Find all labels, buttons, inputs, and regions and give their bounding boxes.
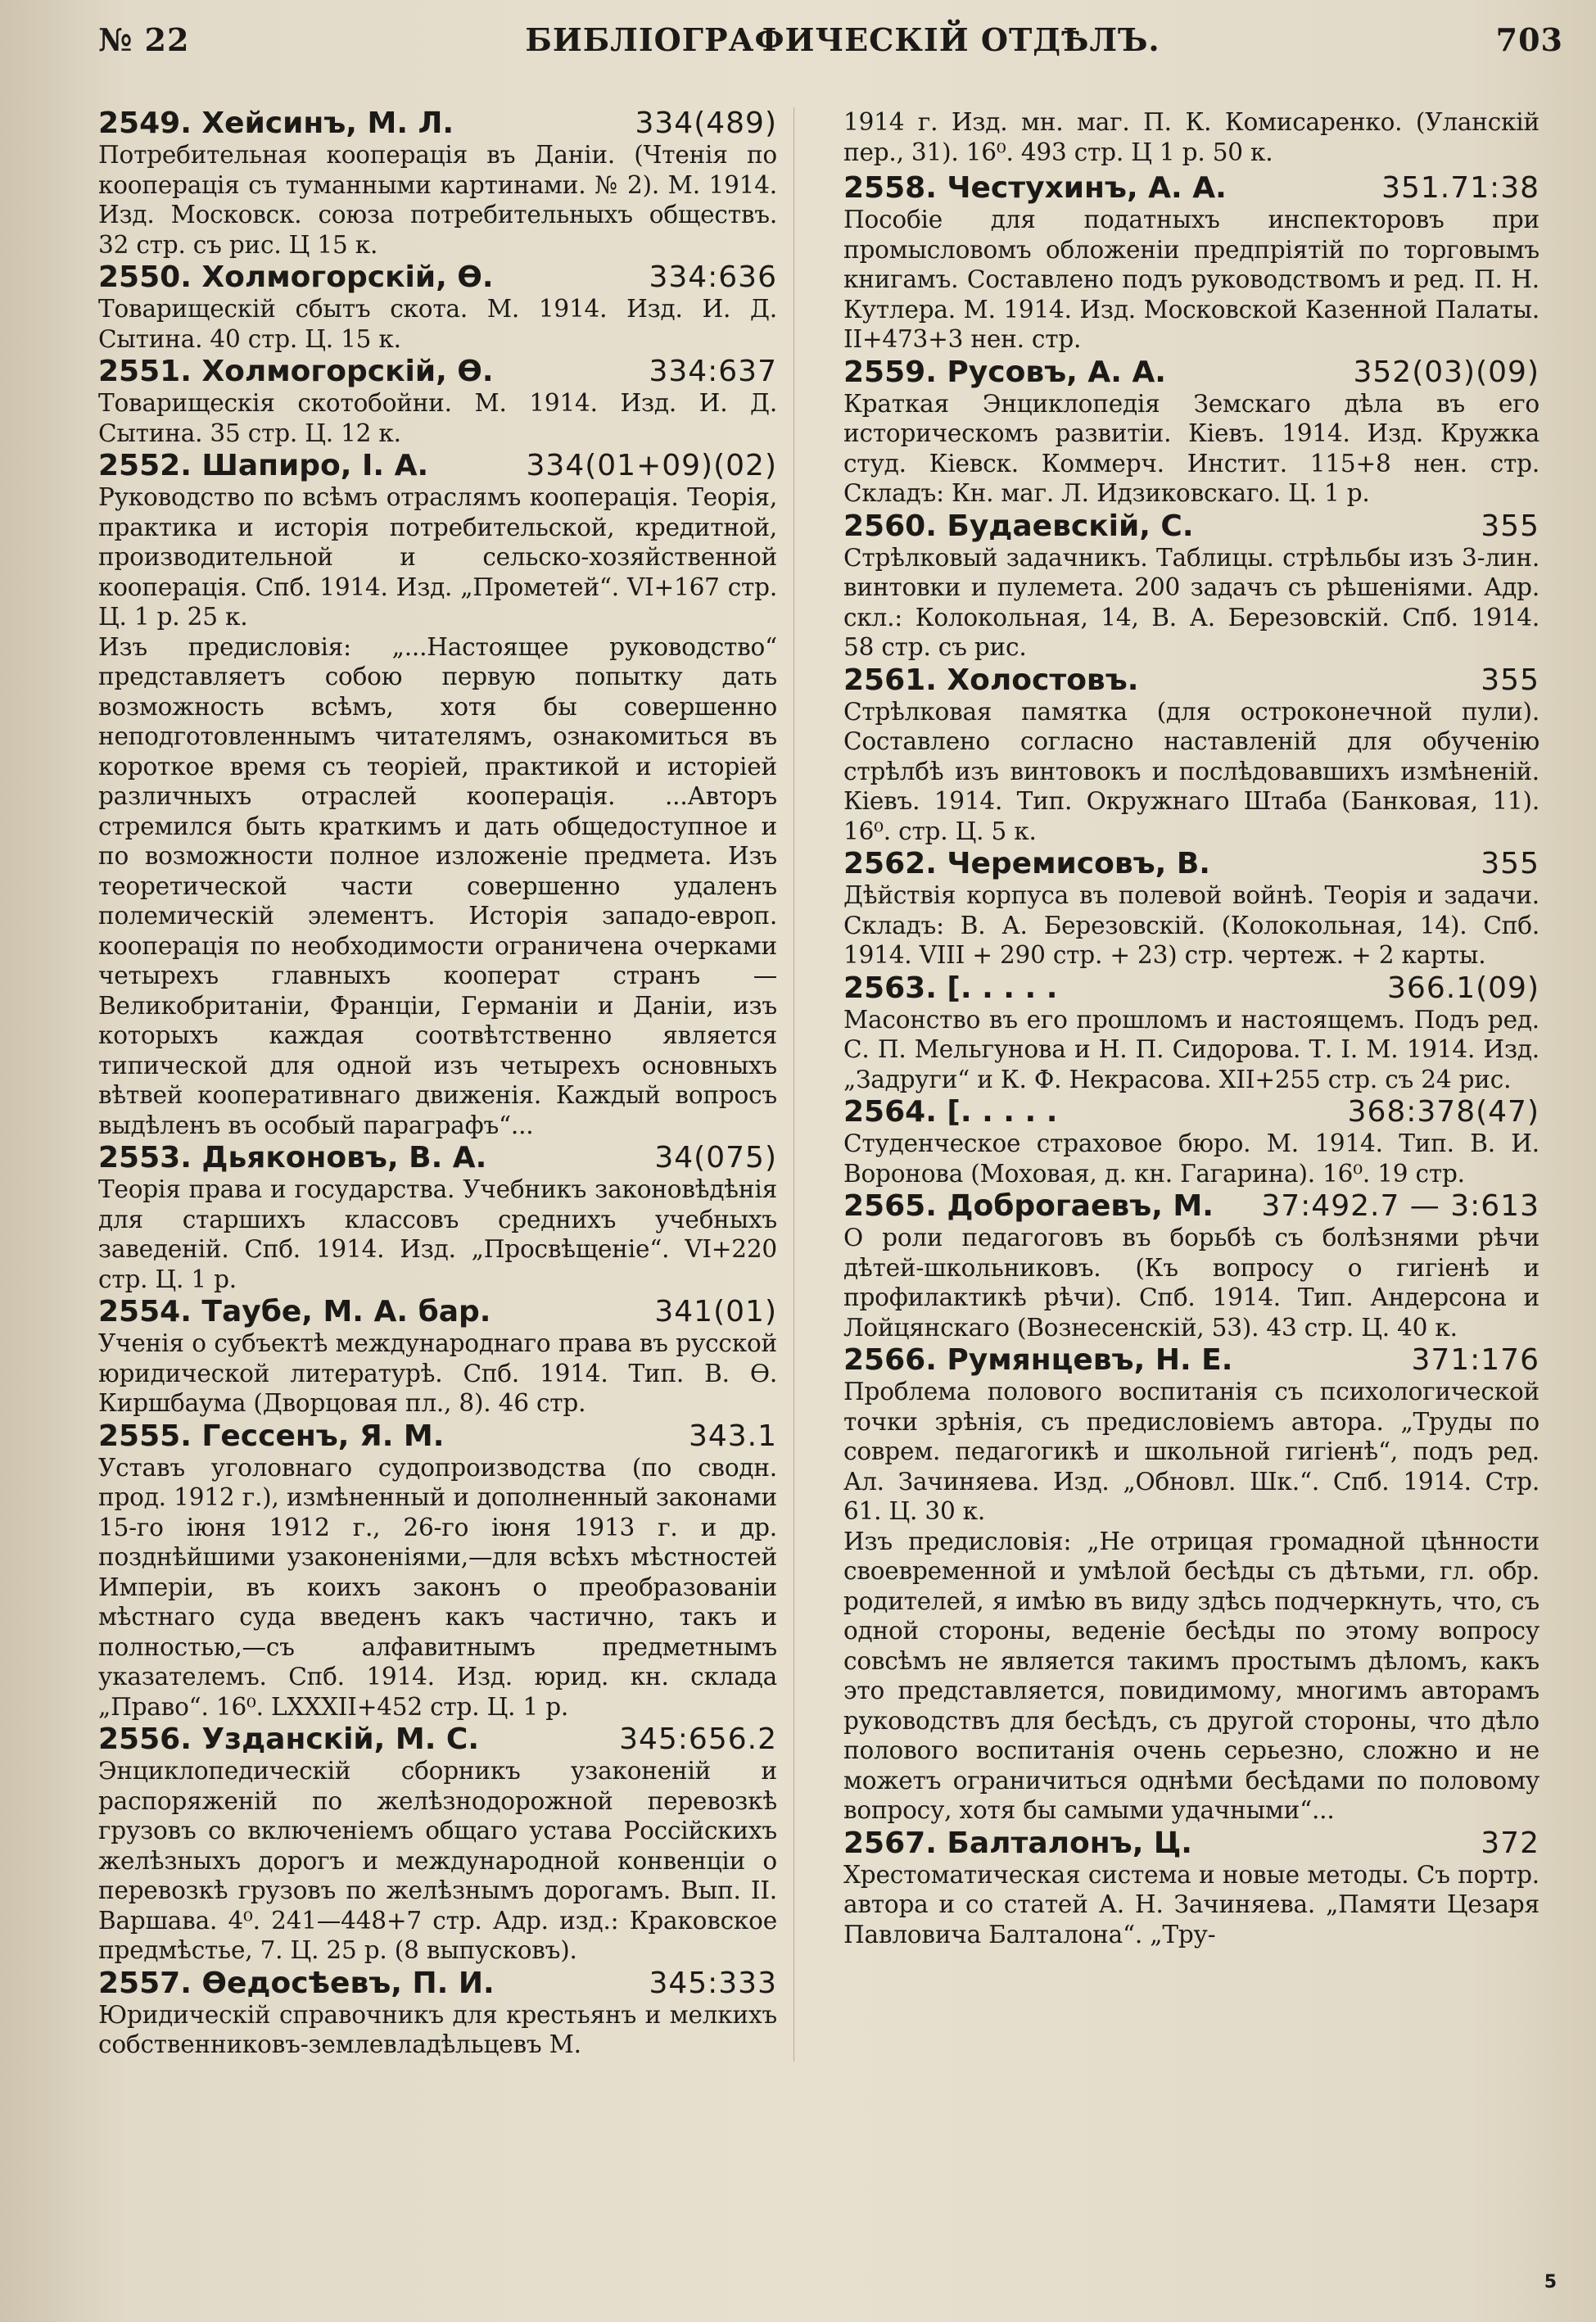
entry-author: 2567. Балталонъ, Ц. — [843, 1826, 1192, 1860]
entry-author: 2556. Узданскій, М. С. — [98, 1722, 479, 1756]
entry-heading — [98, 1420, 777, 1453]
bibliography-entry — [98, 450, 777, 1140]
entry-heading — [843, 848, 1539, 880]
entry-description: Масонство въ его прошломъ и настоящемъ. Подъ ред. С. П. Мельгунова и Н. П. Сидорова. Т. I. М. 1914. Изд. „Задруги“ и К. Ф. Некрасова. XII+255 стр. съ 24 рис. — [843, 1005, 1539, 1093]
entry-heading — [843, 664, 1539, 697]
entry-author: 2562. Черемисовъ, В. — [843, 847, 1210, 880]
entry-description: Ученія о субъектѣ международнаго права въ русской юридической литературѣ. Спб. 1914. Тип. В. Ѳ. Киршбаума (Дворцовая пл., 8). 46 стр. — [98, 1329, 777, 1417]
bibliography-entry — [843, 510, 1539, 663]
entry-author: 2565. Доброгаевъ, М. — [843, 1189, 1214, 1223]
entry-author: 2558. Честухинъ, А. А. — [843, 171, 1227, 205]
entry-description: Краткая Энциклопедія Земскаго дѣла въ его историческомъ развитіи. Кіевъ. 1914. Изд. Кружка студ. Кіевск. Коммерч. Инстит. 115+8 нен. стр. Складъ: Кн. маг. Л. Идзиковскаго. Ц. 1 р. — [843, 389, 1539, 507]
entry-description: Теорія права и государства. Учебникъ законовѣдѣнія для старшихъ классовъ среднихъ учебныхъ заведеній. Спб. 1914. Изд. „Просвѣщеніе“. VI+220 стр. Ц. 1 р. — [98, 1175, 777, 1293]
entry-quote: Изъ предисловія: „Не отрицая громадной цѣнности своевременной и умѣлой бесѣды съ дѣтьми, гл. обр. родителей, я имѣю въ виду здѣсь подчеркнуть, что, съ одной стороны, веденіе бесѣды по этому вопросу совсѣмъ не является такимъ простымъ дѣломъ, какъ это представляется, повидимому, многимъ авторамъ руководствъ для бесѣдъ, съ другой стороны, что дѣло полового воспитанія очень серьезно, сложно и не можетъ ограничиться однѣми бесѣдами по половому вопросу, хотя бы самыми удачными“... — [843, 1527, 1539, 1824]
entry-description: Товарищескій сбытъ скота. М. 1914. Изд. И. Д. Сытина. 40 стр. Ц. 15 к. — [98, 295, 777, 353]
entry-classification: 334:636 — [649, 260, 777, 294]
entry-description: Потребительная кооперація въ Даніи. (Чтенія по кооперація съ туманными картинами. № 2). М. 1914. Изд. Московск. союза потребительныхъ обществъ. 32 стр. съ рис. Ц 15 к. — [98, 141, 777, 259]
entry-description: Хрестоматическая система и новые методы. Съ портр. автора и со статей А. Н. Зачиняева. „Памяти Цезаря Павловича Балталона“. „Тру- — [843, 1860, 1539, 1949]
entry-classification: 334(489) — [635, 106, 777, 140]
entry-author: 2554. Таубе, М. А. бар. — [98, 1295, 491, 1328]
entry-description: О роли педагоговъ въ борьбѣ съ болѣзнями рѣчи дѣтей-школьниковъ. (Къ вопросу о гигіенѣ и профилактикѣ рѣчи). Спб. 1914. Тип. Андерсона и Лойцянскаго (Вознесенскій, 53). 43 стр. Ц. 40 к. — [843, 1224, 1539, 1342]
bibliography-entry — [843, 1827, 1539, 1950]
right-column — [843, 107, 1539, 2062]
bibliography-entry — [98, 1296, 777, 1419]
bibliography-entry — [843, 1096, 1539, 1188]
continued-entry-text: 1914 г. Изд. мн. маг. П. К. Комисаренко. (Уланскій пер., 31). 16⁰. 493 стр. Ц 1 р. 50 к. — [843, 108, 1539, 166]
entry-author: 2566. Румянцевъ, Н. Е. — [843, 1343, 1233, 1377]
entry-description: Энциклопедическій сборникъ узаконеній и распоряженій по желѣзнодорожной перевозкѣ грузовъ со включеніемъ общаго устава Россійскихъ желѣзныхъ дорогъ и международной конвенціи о перевозкѣ грузовъ по желѣзнымъ дорогамъ. Вып. II. Варшава. 4⁰. 241—448+7 стр. Адр. изд.: Краковское предмѣстье, 7. Ц. 25 р. (8 выпусковъ). — [98, 1757, 777, 1964]
entry-classification: 371:176 — [1411, 1343, 1539, 1377]
entry-author: 2552. Шапиро, І. А. — [98, 449, 429, 482]
section-title: БИБЛІОГРАФИЧЕСКІЙ ОТДѢЛЪ. — [525, 21, 1160, 58]
bibliography-entry — [843, 1190, 1539, 1342]
entry-classification: 352(03)(09) — [1353, 355, 1539, 389]
entry-description: Стрѣлковый задачникъ. Таблицы. стрѣльбы изъ 3-лин. винтовки и пулемета. 200 задачъ съ рѣшеніями. Адр. скл.: Колокольная, 14, В. А. Березовскій. Спб. 1914. 58 стр. съ рис. — [843, 543, 1539, 661]
entry-heading — [843, 1190, 1539, 1223]
bibliography-entry — [98, 261, 777, 354]
right-column-entries — [843, 172, 1539, 1949]
entry-heading — [98, 107, 777, 140]
entry-classification: 351.71:38 — [1381, 171, 1539, 205]
entry-classification: 355 — [1481, 663, 1539, 697]
entry-heading — [98, 261, 777, 294]
entry-description: Товарищескія скотобойни. М. 1914. Изд. И. Д. Сытина. 35 стр. Ц. 12 к. — [98, 389, 777, 447]
entry-author: 2561. Холостовъ. — [843, 663, 1139, 697]
entry-author: 2557. Ѳедосѣевъ, П. И. — [98, 1966, 495, 2000]
entry-heading — [98, 1296, 777, 1328]
entry-classification: 372 — [1481, 1826, 1539, 1860]
bibliography-entry — [843, 356, 1539, 509]
entry-heading — [843, 510, 1539, 543]
entry-heading — [843, 356, 1539, 389]
bibliography-entry — [98, 107, 777, 260]
entry-author: 2560. Будаевскій, С. — [843, 509, 1194, 543]
entry-author: 2559. Русовъ, А. А. — [843, 355, 1166, 389]
entry-classification: 366.1(09) — [1387, 971, 1539, 1005]
entry-author: 2564. [. . . . . — [843, 1095, 1058, 1129]
bibliography-entry — [98, 1142, 777, 1294]
entry-classification: 345:333 — [649, 1966, 777, 2000]
entry-classification: 343.1 — [688, 1419, 777, 1453]
entry-classification: 355 — [1481, 509, 1539, 543]
bibliography-entry — [843, 972, 1539, 1095]
entry-description: Стрѣлковая памятка (для остроконечной пули). Составлено согласно наставленій для обученію стрѣлбѣ изъ винтовокъ и послѣдовавшихъ измѣненій. Кіевъ. 1914. Тип. Окружнаго Штаба (Банковая, 11). 16⁰. стр. Ц. 5 к. — [843, 697, 1539, 845]
entry-description: Студенческое страховое бюро. М. 1914. Тип. В. И. Воронова (Моховая, д. кн. Гагарина). 16⁰. 19 стр. — [843, 1129, 1539, 1188]
entry-description: Юридическій справочникъ для крестьянъ и мелкихъ собственниковъ-землевладѣльцевъ М. — [98, 2000, 777, 2058]
bibliography-entry — [843, 848, 1539, 971]
bibliography-entry — [843, 664, 1539, 847]
entry-heading — [843, 1096, 1539, 1129]
entry-description: Уставъ уголовнаго судопроизводства (по сводн. прод. 1912 г.), измѣненный и дополненный законами 15-го іюня 1912 г., 26-го іюня 1913 г. и др. позднѣйшими узаконеніями,—для всѣхъ мѣстностей Имперіи, въ коихъ законъ о преобразованіи мѣстнаго суда введенъ какъ частично, такъ и полностью,—съ алфавитнымъ предметнымъ указателемъ. Спб. 1914. Изд. юрид. кн. склада „Право“. 16⁰. LXXXII+452 стр. Ц. 1 р. — [98, 1453, 777, 1721]
left-column — [98, 107, 794, 2062]
entry-classification: 345:656.2 — [619, 1722, 777, 1756]
entry-author: 2549. Хейсинъ, М. Л. — [98, 106, 454, 140]
running-head — [98, 21, 1563, 58]
entry-heading — [98, 1723, 777, 1756]
entry-author: 2553. Дьяконовъ, В. А. — [98, 1141, 487, 1175]
entry-author: 2551. Холмогорскій, Ѳ. — [98, 355, 494, 388]
entry-heading — [843, 1827, 1539, 1860]
bibliography-entry — [98, 1420, 777, 1722]
entry-heading — [98, 1967, 777, 2000]
entry-heading — [843, 1344, 1539, 1377]
entry-heading — [843, 172, 1539, 205]
entry-description: Пособіе для податныхъ инспекторовъ при промысловомъ обложеніи предпріятій по торговымъ книгамъ. Составлено подъ руководствомъ и ред. П. Н. Кутлера. М. 1914. Изд. Московской Казенной Палаты. II+473+3 нен. стр. — [843, 206, 1539, 353]
entry-heading — [98, 450, 777, 482]
signature-mark: 5 — [1544, 2272, 1557, 2293]
entry-classification: 341(01) — [654, 1295, 777, 1328]
entry-description: Дѣйствія корпуса въ полевой войнѣ. Теорія и задачи. Складъ: В. А. Березовскій. (Колокольная, 14). Спб. 1914. VIII + 290 стр. + 23) стр. чертеж. + 2 карты. — [843, 881, 1539, 969]
entry-quote: Изъ предисловія: „...Настоящее руководство“ представляетъ собою первую попытку дать возможность всѣмъ, хотя бы совершенно неподготовленнымъ читателямъ, ознакомиться въ короткое время съ теоріей, практикой и исторіей различныхъ отраслей кооперація. ...Авторъ стремился быть краткимъ и дать общедоступное и по возможности полное изложеніе предмета. Изъ теоретической части совершенно удаленъ полемическій элементъ. Исторія западо-европ. кооперація по необходимости ограничена очерками четырехъ главныхъ кооперат странъ — Великобританіи, Франціи, Германіи и Даніи, изъ которыхъ каждая соотвѣтственно является типической для одной изъ четырехъ основныхъ вѣтвей кооперативнаго движенія. Каждый вопросъ выдѣленъ въ особый параграфъ“... — [98, 632, 777, 1139]
bibliography-entry — [98, 1967, 777, 2060]
entry-heading — [98, 1142, 777, 1175]
bibliography-entry — [843, 1344, 1539, 1826]
entry-classification: 368:378(47) — [1347, 1095, 1539, 1129]
entry-description: Руководство по всѣмъ отраслямъ кооперація. Теорія, практика и исторія потребительской, кредитной, производительной и сельско-хозяйственной кооперація. Спб. 1914. Изд. „Прометей“. VI+167 стр. Ц. 1 р. 25 к. — [98, 483, 777, 631]
issue-number: № 22 — [98, 21, 190, 58]
bibliography-entry — [843, 172, 1539, 355]
entry-description: Проблема полового воспитанія съ психологической точки зрѣнія, съ предисловіемъ автора. „Труды по соврем. педагогикѣ и школьной гигіенѣ“, подъ ред. Ал. Зачиняева. Изд. „Обновл. Шк.“. Спб. 1914. Стр. 61. Ц. 30 к. — [843, 1378, 1539, 1525]
entry-classification: 355 — [1481, 847, 1539, 880]
bibliography-entry — [98, 1723, 777, 1966]
page-number: 703 — [1495, 21, 1563, 58]
bibliography-entry — [98, 355, 777, 448]
entry-author: 2555. Гессенъ, Я. М. — [98, 1419, 445, 1453]
entry-classification: 37:492.7 — 3:613 — [1261, 1189, 1539, 1223]
entry-heading — [98, 355, 777, 388]
entry-classification: 334:637 — [649, 355, 777, 388]
entry-classification: 34(075) — [654, 1141, 777, 1175]
entry-author: 2550. Холмогорскій, Ѳ. — [98, 260, 494, 294]
two-column-body — [98, 107, 1563, 2062]
entry-author: 2563. [. . . . . — [843, 971, 1058, 1005]
entry-classification: 334(01+09)(02) — [526, 449, 777, 482]
entry-heading — [843, 972, 1539, 1005]
